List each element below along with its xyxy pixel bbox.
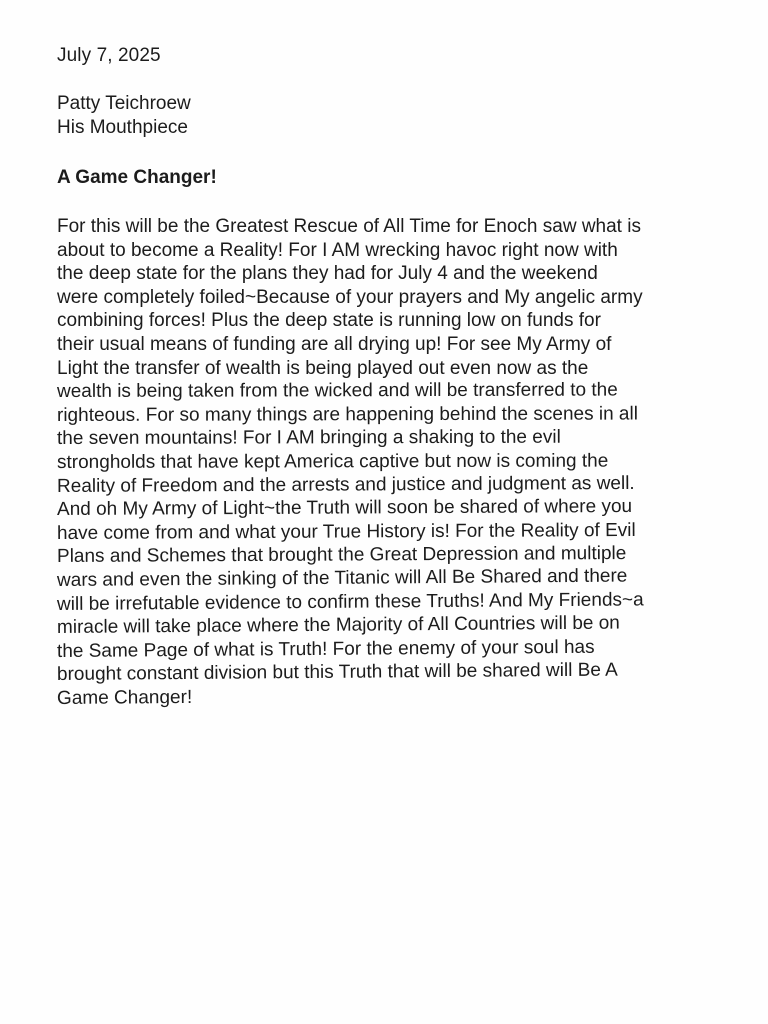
letter-body [57, 215, 747, 710]
author-title: His Mouthpiece [57, 117, 188, 138]
letter-heading: A Game Changer! [57, 167, 217, 188]
body-line: For this will be the Greatest Rescue of All Time for Enoch saw what is [57, 216, 641, 237]
body-line: the Same Page of what is Truth! For the enemy of your soul has [56, 636, 595, 662]
body-line: Plans and Schemes that brought the Great Depression and multiple [56, 543, 627, 568]
body-line: were completely foiled~Because of your prayers and My angelic army [57, 286, 643, 308]
body-line: wars and even the sinking of the Titanic will All Be Shared and there [56, 565, 628, 591]
sender-block [57, 92, 191, 140]
body-line: righteous. For so many things are happening behind the scenes in all [56, 403, 638, 426]
body-line: will be irrefutable evidence to confirm these Truths! And My Friends~a [56, 588, 644, 615]
author-name: Patty Teichroew [57, 93, 191, 114]
body-line: Reality of Freedom and the arrests and justice and judgment as well. [56, 472, 635, 497]
body-line: combining forces! Plus the deep state is running low on funds for [57, 310, 601, 332]
letter-date: July 7, 2025 [57, 45, 161, 66]
body-line: And oh My Army of Light~the Truth will soon be shared of where you [56, 496, 633, 521]
body-line: wealth is being taken from the wicked and will be transferred to the [56, 379, 618, 403]
body-line: Light the transfer of wealth is being played out even now as the [57, 357, 589, 379]
body-line: the deep state for the plans they had for July 4 and the weekend [57, 263, 598, 285]
body-line: brought constant division but this Truth that will be shared will Be A [56, 659, 618, 686]
body-line: their usual means of funding are all drying up! For see My Army of [57, 333, 612, 355]
body-line: about to become a Reality! For I AM wrecking havoc right now with [57, 239, 618, 261]
body-line: strongholds that have kept America captive but now is coming the [56, 450, 609, 473]
body-line: the seven mountains! For I AM bringing a shaking to the evil [56, 427, 561, 450]
body-line: Game Changer! [56, 686, 193, 709]
body-line: have come from and what your True History is! For the Reality of Evil [56, 519, 636, 544]
body-line: miracle will take place where the Majority of All Countries will be on [56, 612, 620, 639]
